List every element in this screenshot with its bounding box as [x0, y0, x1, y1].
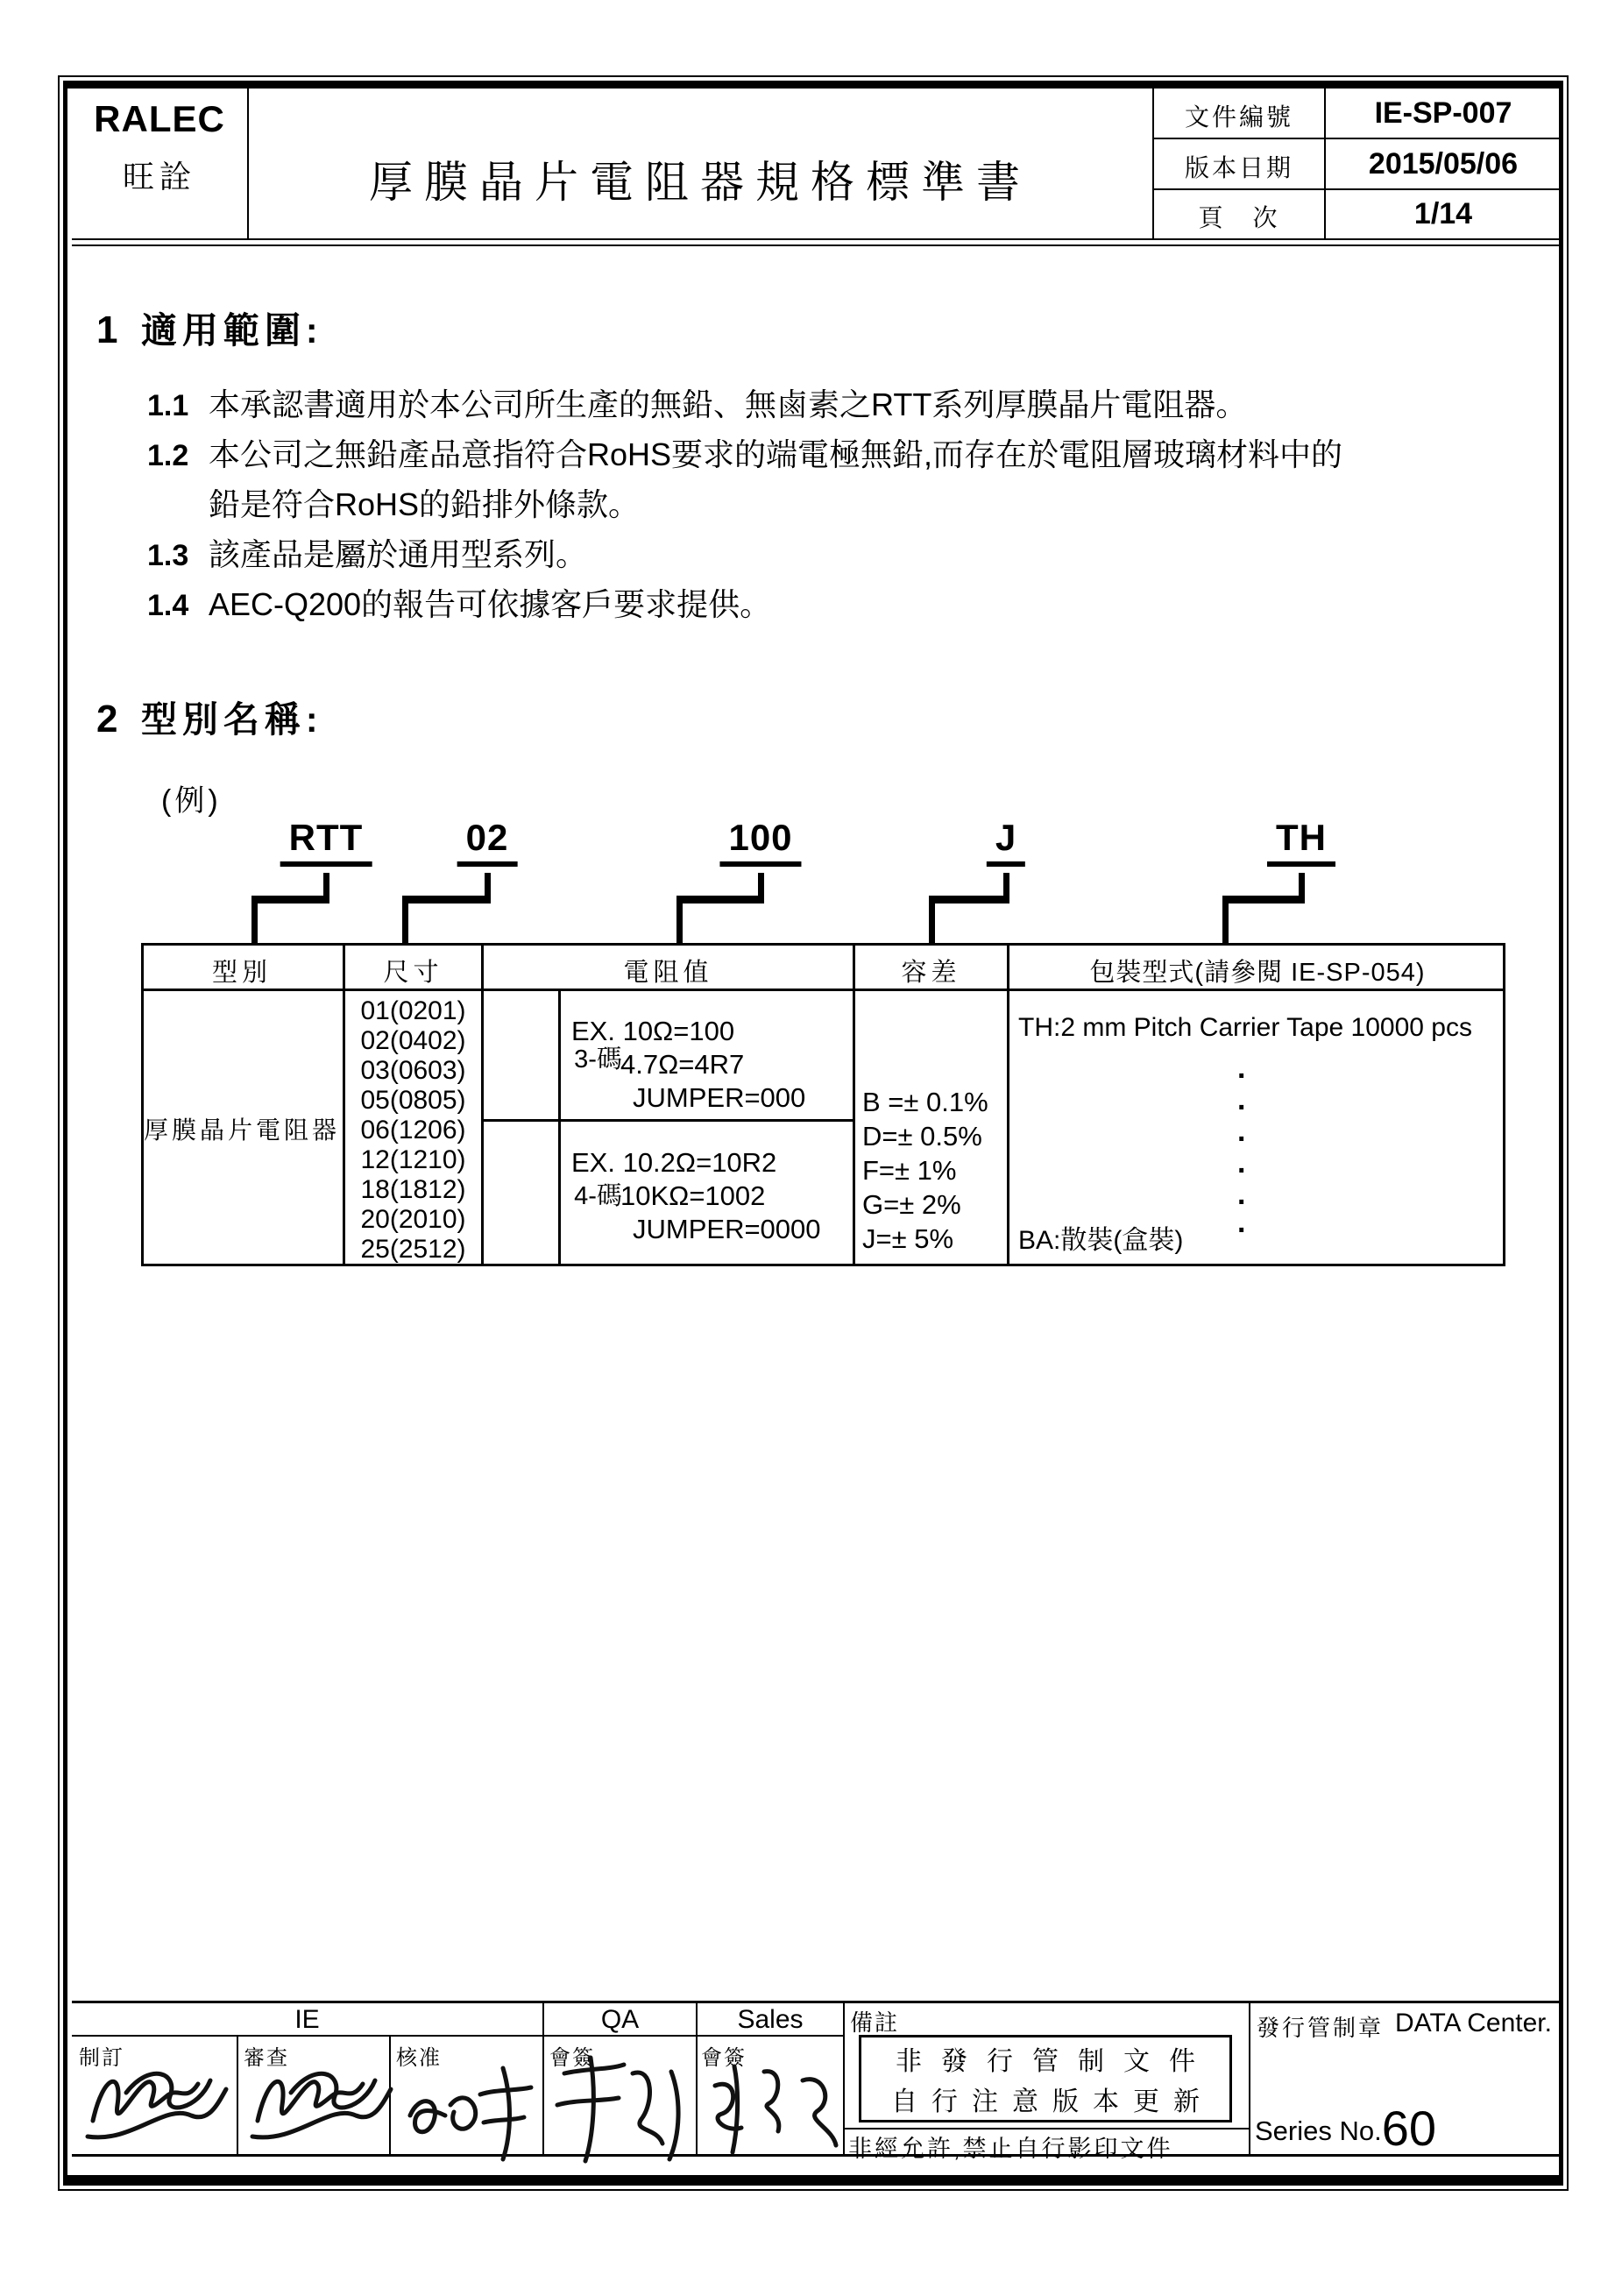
footer-row-divider: [72, 2035, 843, 2037]
packing-dots: .: [1237, 1206, 1246, 1239]
part-code-size: 02: [457, 817, 518, 867]
col-header-tolerance: 容差: [901, 959, 961, 987]
dept-ie-label: IE: [294, 2005, 320, 2034]
dept-sales-label: Sales: [737, 2005, 804, 2034]
version-date-label: 版本日期: [1184, 154, 1293, 181]
item-number: 1.2: [147, 439, 189, 472]
cell-3digit-examples: [571, 1015, 805, 1115]
issue-stamp-value: DATA Center.: [1395, 2009, 1552, 2037]
footer-col-line: [1249, 2001, 1250, 2156]
signature-qa-countersign: [545, 2054, 694, 2168]
scope-item-2-cont: [147, 480, 1532, 525]
connector-line: [676, 904, 683, 945]
size-item: 03(0603): [360, 1056, 466, 1085]
connector-line: [929, 896, 1009, 904]
cell-type-name: 厚膜晶片電阻器: [143, 1116, 340, 1144]
size-item: 20(2010): [360, 1205, 466, 1234]
part-code-series: RTT: [280, 817, 372, 867]
packing-dots: .: [1237, 1146, 1246, 1180]
size-item: 18(1812): [360, 1175, 466, 1204]
connector-line: [1222, 904, 1229, 945]
series-value: 60: [1381, 2101, 1437, 2156]
cell-tolerance-list: [862, 1085, 988, 1256]
series-label: Series No.: [1255, 2115, 1382, 2146]
remark-box-line1: 非發行管制文件: [896, 2047, 1215, 2076]
dept-qa-label: QA: [600, 2005, 640, 2034]
cell-4digit-examples: [571, 1146, 821, 1246]
table-subcol-line: [558, 989, 561, 1266]
signature-draft: [81, 2058, 231, 2154]
section1-heading: [96, 301, 323, 353]
doc-number-label: 文件編號: [1184, 103, 1293, 131]
table-col-line-4: [1007, 943, 1009, 1266]
size-item: 12(1210): [360, 1145, 466, 1174]
connector-line: [251, 896, 329, 904]
item-text: 本公司之無鉛產品意指符合RoHS要求的端電極無鉛,而存在於電阻層玻璃材料中的: [209, 436, 1343, 472]
part-code-resistance: 100: [719, 817, 801, 867]
remark-label: 備註: [850, 2009, 900, 2036]
table-subrow-divider: [481, 1119, 855, 1122]
doc-title: 厚膜晶片電阻器規格標準書: [369, 158, 1031, 207]
size-item: 06(1206): [360, 1116, 466, 1144]
connector-line: [402, 904, 408, 945]
header-row-divider-1: [1152, 138, 1561, 139]
remark-bottom-note: 非經允許,禁止自行影印文件: [848, 2136, 1173, 2162]
col-header-packing: 包裝型式(請參閱 IE-SP-054): [1089, 959, 1426, 987]
resistance-example: 4.7Ω=4R7: [620, 1049, 745, 1080]
packing-dots: .: [1237, 1052, 1246, 1085]
role-draft-label: 制訂: [79, 2046, 124, 2070]
version-date-value: 2015/05/06: [1368, 147, 1519, 181]
section1-number: 1: [96, 308, 118, 351]
tolerance-item: D=± 0.5%: [862, 1121, 982, 1152]
col-header-type: 型別: [211, 959, 272, 987]
logo-chinese: 旺詮: [122, 159, 196, 195]
col-header-resistance: 電阻值: [623, 959, 713, 987]
role-sales-countersign-label: 會簽: [701, 2046, 747, 2070]
table-col-line-3: [853, 943, 855, 1266]
size-item: 05(0805): [360, 1086, 466, 1115]
tolerance-item: J=± 5%: [862, 1223, 954, 1254]
item-number: 1.3: [147, 539, 189, 572]
footer-col-line: [237, 2035, 238, 2156]
header-bottom-line-2: [72, 244, 1561, 246]
packing-dots: .: [1237, 1083, 1246, 1116]
resistance-example: JUMPER=0000: [633, 1214, 821, 1244]
size-item: 01(0201): [360, 996, 466, 1025]
resistance-example: JUMPER=000: [633, 1082, 806, 1113]
size-item: 25(2512): [360, 1235, 466, 1264]
tolerance-item: G=± 2%: [862, 1189, 961, 1220]
tolerance-item: B =± 0.1%: [862, 1087, 988, 1117]
packing-dots: .: [1237, 1115, 1246, 1148]
resistance-example: EX. 10Ω=100: [571, 1016, 735, 1046]
company-logo: [72, 98, 247, 197]
packing-th: TH:2 mm Pitch Carrier Tape 10000 pcs: [1018, 1013, 1472, 1042]
item-number: 1.4: [147, 589, 189, 622]
connector-line: [1222, 896, 1305, 904]
logo-text: RALEC: [94, 98, 225, 139]
packing-ba: BA:散裝(盒裝): [1018, 1226, 1184, 1255]
resistance-example: EX. 10.2Ω=10R2: [571, 1147, 777, 1178]
signature-review: [245, 2058, 396, 2154]
section2-title: 型別名稱:: [140, 699, 323, 740]
cell-3digit-label: 3-碼: [574, 1045, 622, 1074]
item-text: AEC-Q200的報告可依據客戶要求提供。: [209, 586, 772, 622]
item-number: 1.1: [147, 389, 189, 422]
section2-heading: [96, 691, 323, 742]
issue-stamp-label: 發行管制章: [1257, 2015, 1385, 2041]
table-col-line-2: [481, 943, 484, 1266]
resistance-example: 10KΩ=1002: [620, 1180, 766, 1211]
role-review-label: 審查: [244, 2046, 289, 2070]
packing-dots: .: [1237, 1178, 1246, 1211]
col-header-size: 尺寸: [383, 959, 443, 987]
page-number-value: 1/14: [1413, 197, 1473, 230]
connector-line: [676, 896, 764, 904]
item-text: 該產品是屬於通用型系列。: [209, 536, 588, 572]
example-label: (例): [161, 784, 222, 818]
part-code-tolerance: J: [987, 817, 1025, 867]
remark-box: [859, 2035, 1232, 2122]
role-qa-countersign-label: 會簽: [549, 2046, 595, 2070]
header-row-divider-2: [1152, 188, 1561, 190]
cell-4digit-label: 4-碼: [574, 1182, 622, 1210]
table-header-divider: [141, 989, 1505, 991]
doc-number-value: IE-SP-007: [1374, 96, 1512, 130]
page-number-label: 頁 次: [1198, 204, 1280, 231]
connector-line: [251, 904, 258, 945]
section2-number: 2: [96, 698, 118, 741]
section1-title: 適用範圍:: [140, 310, 323, 351]
signature-sales-countersign: [699, 2058, 848, 2165]
scope-item-3: [147, 530, 1532, 575]
scope-item-1: [147, 380, 1532, 425]
part-code-packing: TH: [1267, 817, 1335, 867]
header-bottom-line-1: [72, 238, 1561, 240]
connector-line: [402, 896, 491, 904]
remark-box-line2: 自行注意版本更新: [891, 2087, 1214, 2116]
scope-item-2: [147, 430, 1532, 475]
footer-top-line: [72, 2001, 1561, 2003]
signature-approve: [400, 2065, 540, 2165]
item-text: 本承認書適用於本公司所生產的無鉛、無鹵素之RTT系列厚膜晶片電阻器。: [209, 386, 1248, 422]
size-item: 02(0402): [360, 1026, 466, 1055]
connector-line: [929, 904, 935, 945]
scope-item-4: [147, 580, 1532, 625]
series-number: [1255, 2100, 1436, 2157]
cell-size-list: [345, 996, 481, 1265]
role-approve-label: 核准: [396, 2046, 442, 2070]
tolerance-item: F=± 1%: [862, 1155, 957, 1186]
item-text: 鉛是符合RoHS的鉛排外條款。: [209, 486, 641, 522]
